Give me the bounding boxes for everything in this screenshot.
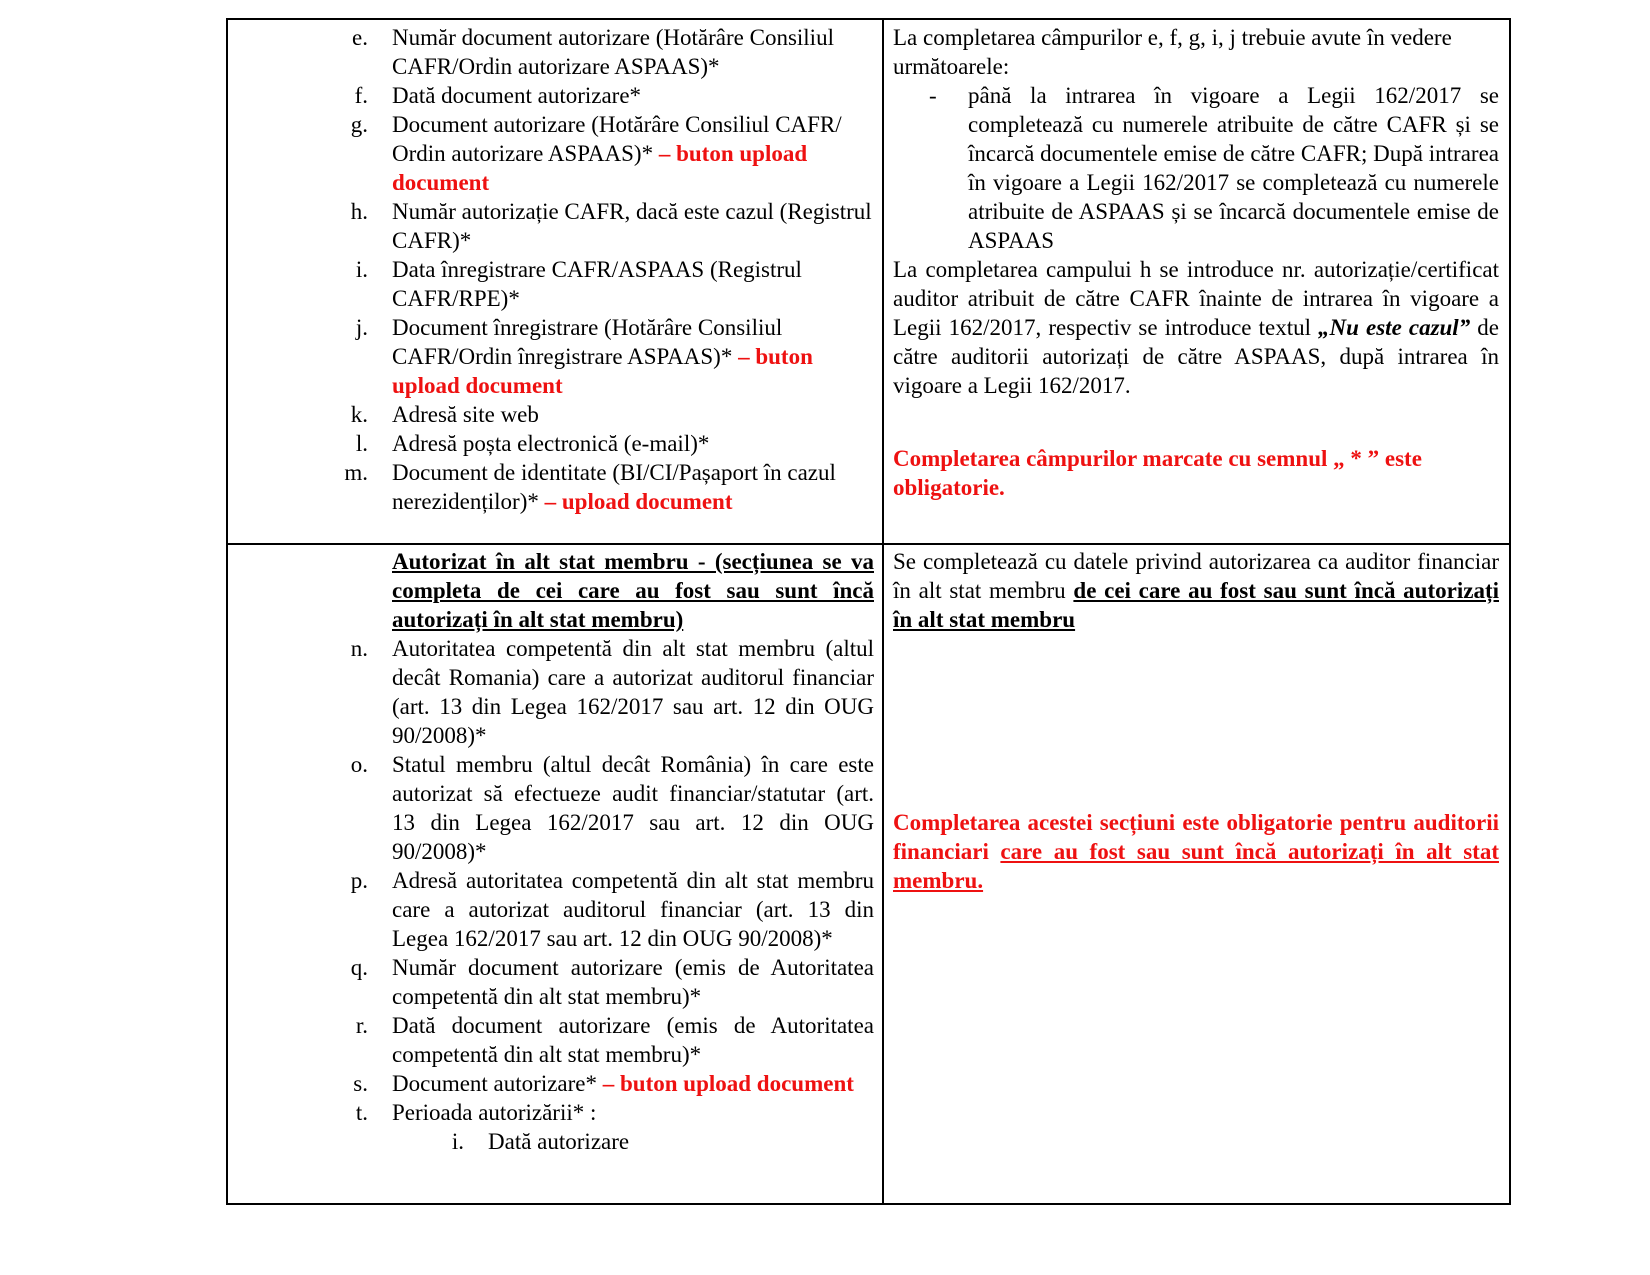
list-item-g: g. Document autorizare (Hotărâre Consiliul CAFR/ Ordin autorizare ASPAAS)* – buton upload document: [350, 112, 842, 195]
right-cell: [893, 23, 1499, 502]
upload-note: – buton upload document: [597, 1071, 854, 1096]
list-item-e: e. Număr document autorizare (Hotărâre Consiliul CAFR/Ordin autorizare ASPAAS)*: [352, 25, 834, 79]
list-item-f: f. Dată document autorizare*: [354, 83, 642, 108]
mandatory-fields-note: Completarea câmpurilor marcate cu semnul „ * ” este obligatorie.: [893, 446, 1422, 500]
list-item-l: l. Adresă poșta electronică (e-mail)*: [355, 431, 710, 456]
list-item-s: s. Document autorizare* – buton upload document: [353, 1071, 854, 1096]
list-item-o: o. Statul membru (altul decât România) în care este autorizat să efectueze audit financiar/statutar (art. 13 din Legea 162/2017 sau art. 12 din OUG 90/2008)*: [350, 752, 874, 864]
column-divider: [882, 20, 884, 543]
list-item-j: j. Document înregistrare (Hotărâre Consiliul CAFR/Ordin înregistrare ASPAAS)* – buton upload document: [355, 315, 813, 398]
table-row-other-member-state: [228, 545, 1509, 1205]
section-mandatory-note: Completarea acestei secțiuni este obligatorie pentru auditorii financiari care au fost sau sunt încă autorizați în alt stat membru.: [893, 810, 1499, 893]
list-item-m: m. Document de identitate (BI/CI/Pașaport în cazul nerezidenților)* – upload document: [344, 460, 836, 514]
list-item-q: q. Număr document autorizare (emis de Autoritatea competentă din alt stat membru)*: [350, 955, 874, 1009]
column-divider: [882, 545, 884, 1205]
upload-note: – buton upload document: [392, 141, 808, 195]
form-fields-table: [226, 18, 1511, 1205]
table-row-identification-fields: [228, 20, 1509, 545]
list-item-k: k. Adresă site web: [350, 402, 539, 427]
instructions-intro: La completarea câmpurilor e, f, g, i, j trebuie avute în vedere următoarele:: [893, 25, 1452, 79]
upload-note: – upload document: [538, 489, 733, 514]
list-item-t: t. Perioada autorizării* :: [355, 1100, 597, 1125]
upload-note: – buton upload document: [392, 344, 813, 398]
right-cell: [893, 547, 1499, 895]
section-heading: Autorizat în alt stat membru - (secțiunea se va completa de cei care au fost sau sunt încă autorizați în alt stat membru): [392, 549, 874, 632]
instructions-dash-item: - până la intrarea în vigoare a Legii 162/2017 se completează cu numerele atribuite de către CAFR și se încarcă documentele emise de către CAFR; După intrarea în vigoare a Legii 162/2017 se completează cu numerele atribuite de ASPAAS și se încarcă documentele emise de ASPAAS: [929, 83, 1499, 253]
list-item-n: n. Autoritatea competentă din alt stat membru (altul decât Romania) care a autorizat auditorul financiar (art. 13 din Legea 162/2017 sau art. 12 din OUG 90/2008)*: [350, 636, 874, 748]
left-cell: [342, 547, 874, 1156]
list-item-i: i. Data înregistrare CAFR/ASPAAS (Registrul CAFR/RPE)*: [355, 257, 802, 311]
field-h-instructions: La completarea campului h se introduce nr. autorizație/certificat auditor atribuit de către CAFR înainte de intrarea în vigoare a Legii 162/2017, respectiv se introduce textul „Nu este cazul” de către auditorii autorizați de către ASPAAS, după intrarea în vigoare a Legii 162/2017.: [893, 257, 1499, 398]
list-item-p: p. Adresă autoritatea competentă din alt stat membru care a autorizat auditorul financiar (art. 13 din Legea 162/2017 sau art. 12 din OUG 90/2008)*: [350, 868, 874, 951]
sub-list-item-i: i. Dată autorizare: [451, 1129, 630, 1154]
left-cell: [342, 23, 874, 516]
section-instructions: Se completează cu datele privind autorizarea ca auditor financiar în alt stat membru de cei care au fost sau sunt încă autorizați în alt stat membru: [893, 549, 1499, 632]
list-item-h: h. Număr autorizație CAFR, dacă este cazul (Registrul CAFR)*: [350, 199, 872, 253]
list-item-r: r. Dată document autorizare (emis de Autoritatea competentă din alt stat membru)*: [355, 1013, 874, 1067]
